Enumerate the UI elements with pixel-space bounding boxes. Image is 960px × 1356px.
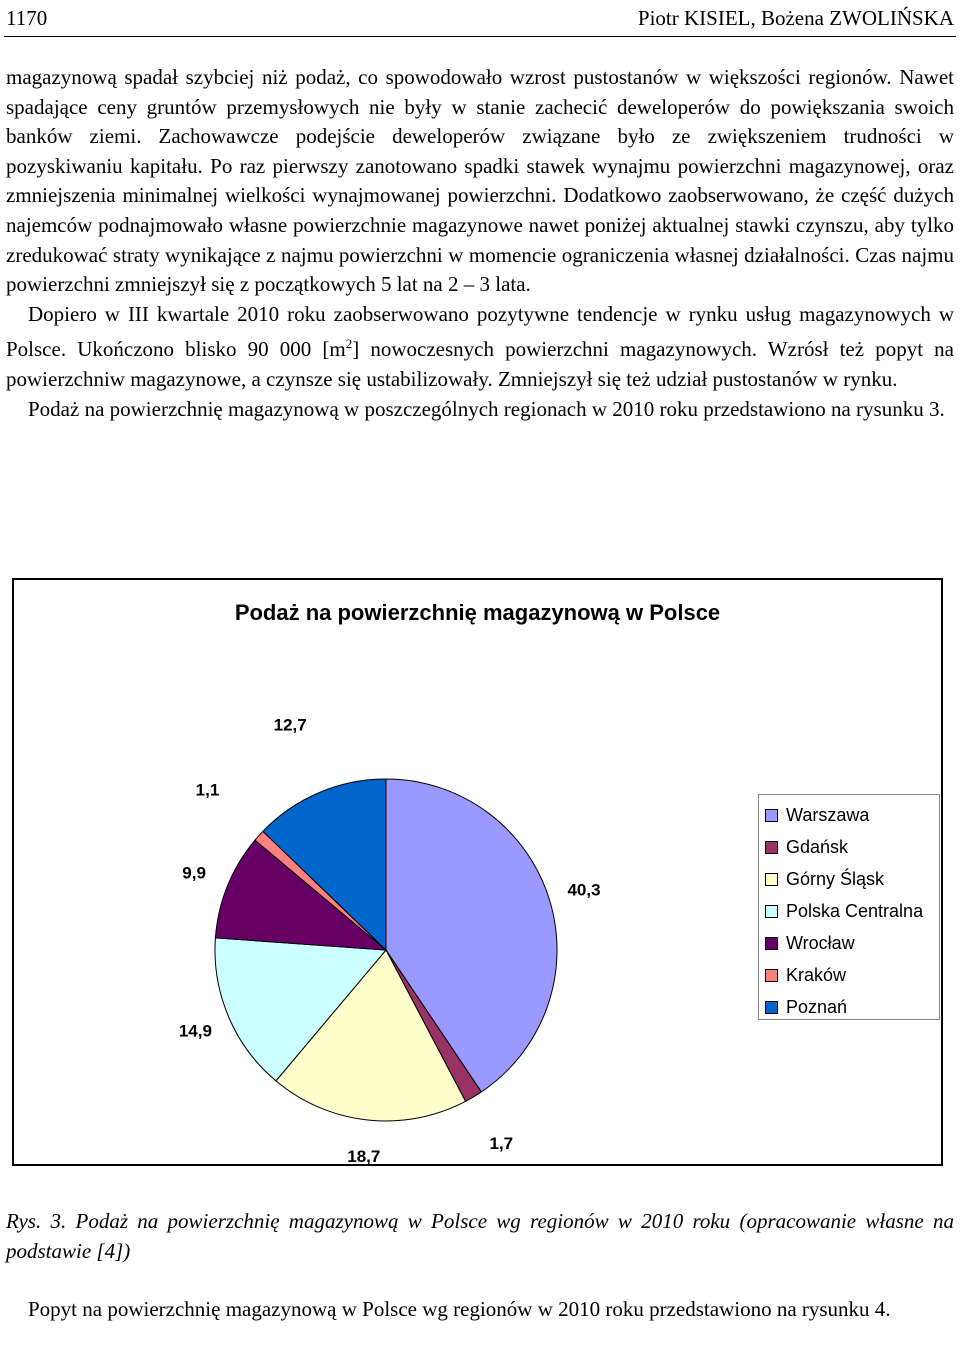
legend-item-3 <box>765 895 939 927</box>
page-header <box>4 0 956 37</box>
legend-label-4: Wrocław <box>786 932 855 953</box>
pie-slice-label-3: 14,9 <box>178 1021 212 1041</box>
pie-slice-label-4: 9,9 <box>182 863 206 883</box>
page-number: 1170 <box>6 6 48 30</box>
paragraph-2-superscript: 2 <box>345 336 353 352</box>
pie-slice-label-0: 40,3 <box>567 880 601 900</box>
paragraph-2-text-b: ] nowoczesnych powierzchni magazynowych. Wzrósł też popyt na powierzchniw magazynowe, a czynsze się ustabilizowały. Zmniejszył się też udział pustostanów w rynku. <box>6 337 954 391</box>
legend-label-0: Warszawa <box>786 804 870 825</box>
pie-slice-label-5: 1,1 <box>195 780 220 800</box>
legend-swatch-4 <box>765 937 778 950</box>
pie-slice-label-2: 18,7 <box>347 1146 381 1164</box>
legend-label-5: Kraków <box>786 964 847 985</box>
legend-label-6: Poznań <box>786 996 848 1017</box>
legend-swatch-3 <box>765 905 778 918</box>
legend-item-6 <box>765 991 939 1023</box>
chart-title: Podaż na powierzchnię magazynową w Polsce <box>234 600 721 625</box>
paragraph-1: magazynową spadał szybciej niż podaż, co spowodowało wzrost pustostanów w większości regionów. Nawet spadające ceny gruntów przemysłowych nie były w stanie zachecić deweloperów do powiększania swoich banków ziemi. Zachowawcze podejście deweloperów związane było ze zwiększeniem trudności w pozyskiwaniu kapitału. Po raz pierwszy zanotowano spadki stawek wynajmu powierzchni magazynowej, oraz zmniejszenia minimalnej wielkości wynajmowanej powierzchni. Dodatkowo zaobserwowano, że część dużych najemców podnajmowało własne powierzchnie magazynowe nawet poniżej aktualnej stawki czynszu, aby tylko zredukować straty wynikające z najmu powierzchni w momencie ograniczenia własnej działalności. Czas najmu powierzchni zmniejszył się z początkowych 5 lat na 2 – 3 lata. <box>6 65 954 297</box>
closing-paragraph: Popyt na powierzchnię magazynową w Polsce wg regionów w 2010 roku przedstawiono na rysunku 4. <box>28 1297 891 1321</box>
legend-swatch-5 <box>765 969 778 982</box>
legend-item-2 <box>765 863 939 895</box>
legend-label-2: Górny Śląsk <box>786 868 885 889</box>
legend-item-4 <box>765 927 939 959</box>
paragraph-3: Podaż na powierzchnię magazynową w poszczególnych regionach w 2010 roku przedstawiono na rysunku 3. <box>28 396 945 421</box>
legend-swatch-0 <box>765 809 778 822</box>
body-text <box>6 63 954 424</box>
legend-swatch-6 <box>765 1001 778 1014</box>
caption-text: Rys. 3. Podaż na powierzchnię magazynową w Polsce wg regionów w 2010 roku (opracowanie własne na podstawie [4]) <box>6 1209 954 1263</box>
legend-item-5 <box>765 959 939 991</box>
legend-label-1: Gdańsk <box>786 836 849 857</box>
figure-caption <box>6 1206 954 1266</box>
closing-text <box>6 1294 954 1324</box>
legend-swatch-2 <box>765 873 778 886</box>
legend-item-0 <box>765 799 939 831</box>
running-head-authors: Piotr KISIEL, Bożena ZWOLIŃSKA <box>637 6 954 30</box>
chart-legend <box>758 794 940 1020</box>
paragraph-2 <box>6 300 954 395</box>
legend-label-3: Polska Centralna <box>786 900 924 921</box>
legend-swatch-1 <box>765 841 778 854</box>
paragraph-2-text-a: Dopiero w III kwartale 2010 roku zaobserwowano pozytywne tendencje w rynku usług magazynowych w Polsce. Ukończono blisko 90 000 [m <box>6 301 954 362</box>
legend-item-1 <box>765 831 939 863</box>
pie-slice-label-6: 12,7 <box>273 715 307 735</box>
pie-slice-label-1: 1,7 <box>489 1134 514 1154</box>
figure-chart-frame <box>12 578 943 1166</box>
